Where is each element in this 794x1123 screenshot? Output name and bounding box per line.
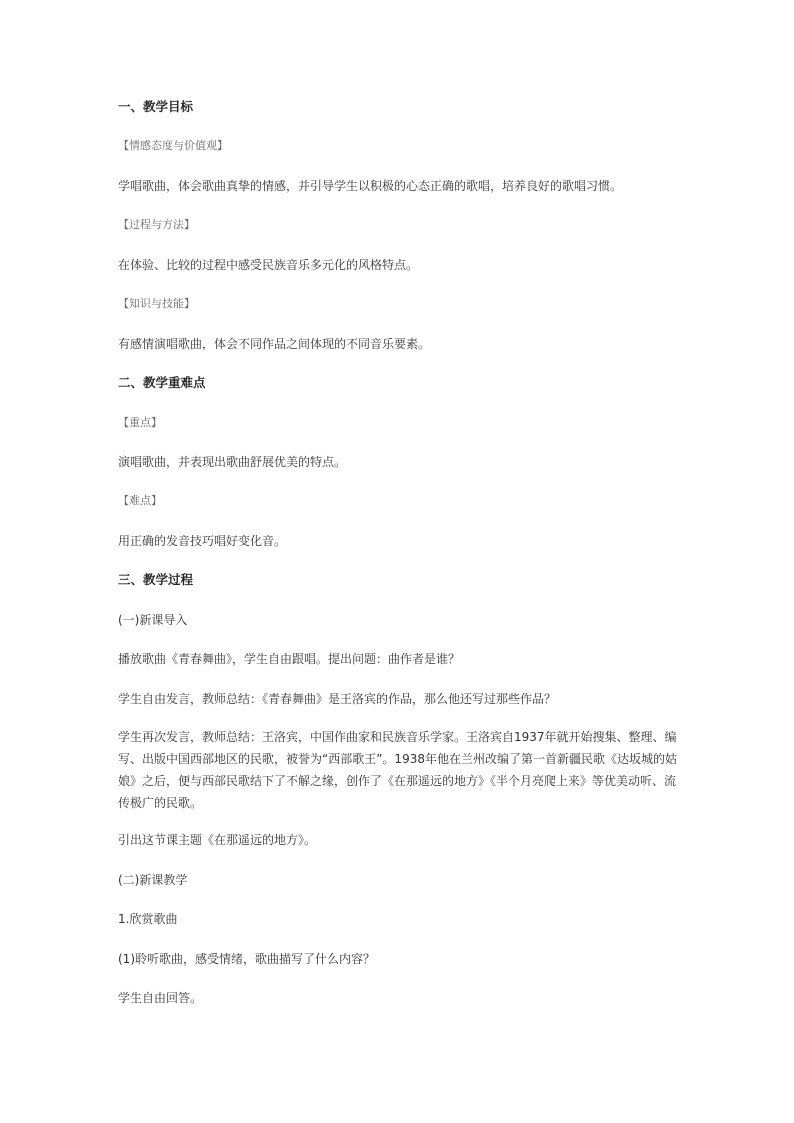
- subheading-key-point: 【重点】: [118, 416, 162, 429]
- subheading-process-method: 【过程与方法】: [118, 218, 195, 231]
- subheading-difficulty: 【难点】: [118, 494, 162, 507]
- paragraph-play-song: 播放歌曲《青春舞曲》，学生自由跟唱。提出问题：曲作者是谁？: [118, 652, 461, 666]
- paragraph-lesson-theme: 引出这节课主题《在那遥远的地方》。: [118, 833, 317, 847]
- paragraph-process-method: 在体验、比较的过程中感受民族音乐多元化的风格特点。: [118, 258, 419, 272]
- subsection-new-teaching: (二)新课教学: [118, 873, 188, 887]
- subheading-knowledge-skill: 【知识与技能】: [118, 297, 195, 310]
- paragraph-teacher-summary-1: 学生自由发言，教师总结：《青春舞曲》是王洛宾的作品，那么他还写过那些作品？: [118, 692, 557, 706]
- section-heading-objectives: 一、教学目标: [118, 99, 194, 114]
- paragraph-knowledge-skill: 有感情演唱歌曲，体会不同作品之间体现的不同音乐要素。: [118, 337, 431, 351]
- section-heading-process: 三、教学过程: [118, 572, 194, 587]
- item-listen-question: (1)聆听歌曲，感受情绪，歌曲描写了什么内容？: [118, 952, 375, 966]
- paragraph-teacher-summary-2: 学生再次发言，教师总结：王洛宾，中国作曲家和民族音乐学家。王洛宾自1937年就开始搜集、整理、编写、出版中国西部地区的民歌，被誉为“西部歌王”。1938年他在兰州改编了第一首新疆民歌《达坂城的姑娘》之后，便与西部民歌结下了不解之缘，创作了《在那遥远的地方》《半个月亮爬上来》等优美动听、流传极广的民歌。: [118, 730, 677, 810]
- subsection-intro: (一)新课导入: [118, 613, 188, 627]
- paragraph-attitude: 学唱歌曲，体会歌曲真挚的情感，并引导学生以积极的心态正确的歌唱，培养良好的歌唱习惯。: [118, 179, 623, 193]
- paragraph-free-answer: 学生自由回答。: [118, 991, 203, 1005]
- paragraph-difficulty: 用正确的发音技巧唱好变化音。: [118, 534, 287, 548]
- subheading-attitude: 【情感态度与价值观】: [118, 139, 228, 152]
- section-heading-key-points: 二、教学重难点: [118, 375, 206, 390]
- paragraph-key-point: 演唱歌曲，并表现出歌曲舒展优美的特点。: [118, 455, 347, 469]
- item-appreciate-song: 1.欣赏歌曲: [118, 912, 178, 926]
